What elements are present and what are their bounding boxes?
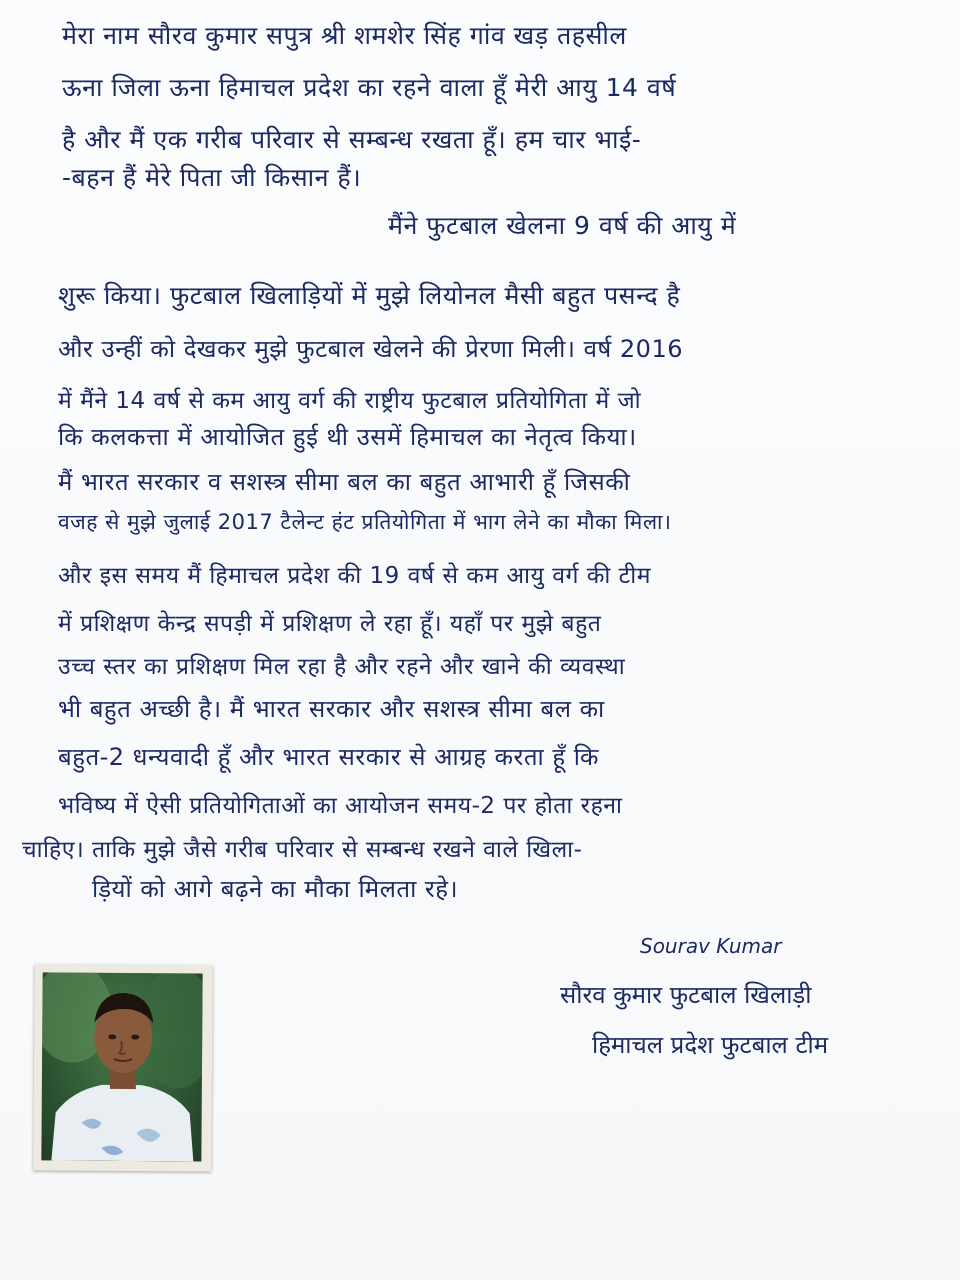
letter-line: भी बहुत अच्छी है। मैं भारत सरकार और सशस्त्र सीमा बल का — [58, 695, 605, 723]
letter-line: और इस समय मैं हिमाचल प्रदेश की 19 वर्ष से कम आयु वर्ग की टीम — [58, 563, 651, 589]
letter-line: कि कलकत्ता में आयोजित हुई थी उसमें हिमाचल का नेतृत्व किया। — [58, 423, 637, 451]
letter-line: में प्रशिक्षण केन्द्र सपड़ी में प्रशिक्षण ले रहा हूँ। यहाँ पर मुझे बहुत — [58, 611, 602, 637]
letter-line: और उन्हीं को देखकर मुझे फुटबाल खेलने की प्रेरणा मिली। वर्ष 2016 — [58, 335, 683, 363]
letter-line: में मैंने 14 वर्ष से कम आयु वर्ग की राष्ट्रीय फुटबाल प्रतियोगिता में जो — [58, 388, 642, 414]
letter-line: चाहिए। ताकि मुझे जैसे गरीब परिवार से सम्बन्ध रखने वाले खिला- — [22, 837, 583, 863]
photo-image — [41, 972, 202, 1161]
letter-line: भविष्य में ऐसी प्रतियोगिताओं का आयोजन समय-2 पर होता रहना — [58, 793, 623, 819]
signature-team: हिमाचल प्रदेश फुटबाल टीम — [592, 1031, 829, 1059]
letter-line: ऊना जिला ऊना हिमाचल प्रदेश का रहने वाला हूँ मेरी आयु 14 वर्ष — [62, 73, 677, 102]
passport-photo — [33, 964, 212, 1171]
signature-name: सौरव कुमार फुटबाल खिलाड़ी — [560, 981, 812, 1009]
letter-line: शुरू किया। फुटबाल खिलाड़ियों में मुझे लियोनल मैसी बहुत पसन्द है — [58, 281, 681, 310]
letter-line: बहुत-2 धन्यवादी हूँ और भारत सरकार से आग्रह करता हूँ कि — [58, 743, 599, 771]
signature-scrawl: Sourav Kumar — [640, 934, 782, 958]
letter-line: -बहन हैं मेरे पिता जी किसान हैं। — [62, 163, 362, 192]
letter-line: ड़ियों को आगे बढ़ने का मौका मिलता रहे। — [92, 875, 459, 903]
letter-line: मैं भारत सरकार व सशस्त्र सीमा बल का बहुत आभारी हूँ जिसकी — [58, 468, 631, 496]
letter-line: मेरा नाम सौरव कुमार सपुत्र श्री शमशेर सिंह गांव खड़ तहसील — [62, 21, 627, 50]
letter-line: है और मैं एक गरीब परिवार से सम्बन्ध रखता हूँ। हम चार भाई- — [62, 125, 642, 154]
letter-line: मैंने फुटबाल खेलना 9 वर्ष की आयु में — [388, 211, 737, 240]
letter-line: वजह से मुझे जुलाई 2017 टैलेन्ट हंट प्रतियोगिता में भाग लेने का मौका मिला। — [58, 510, 672, 534]
letter-line: उच्च स्तर का प्रशिक्षण मिल रहा है और रहने और खाने की व्यवस्था — [58, 654, 626, 680]
